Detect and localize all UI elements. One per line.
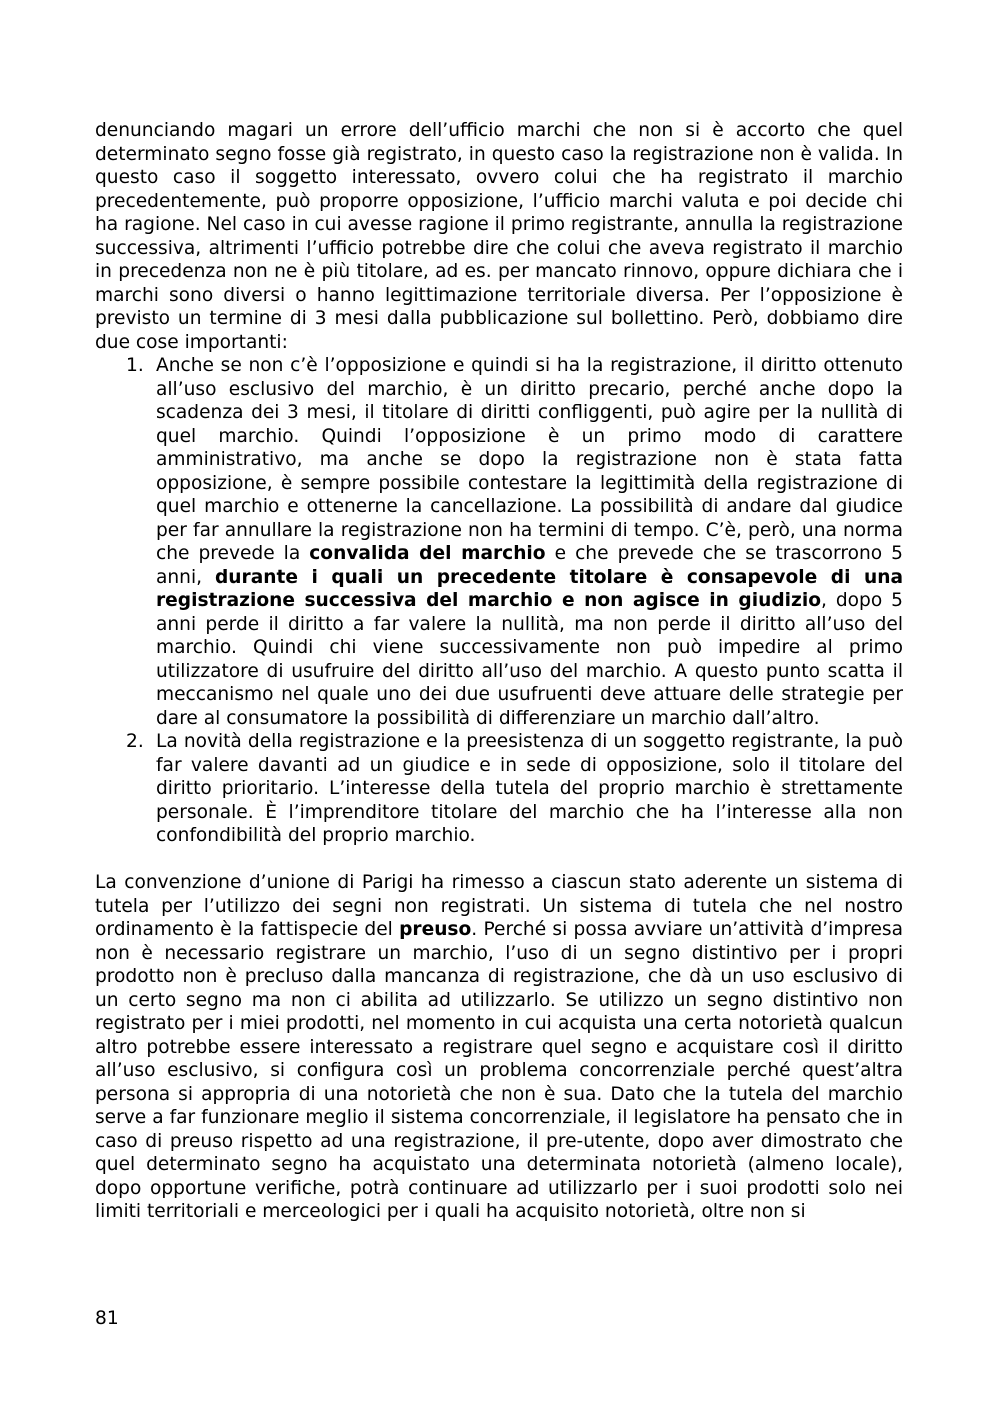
- list-item-text: Anche se non c’è l’opposizione e quindi si ha la registrazione, il diritto ottenuto all’uso esclusivo del marchio, è un diritto precario, perché anche dopo la scadenza dei 3 mesi, il titolare di diritti confliggenti, può agire per la nullità di quel marchio. Quindi l’opposizione è un primo modo di carattere amministrativo, ma anche se dopo la registrazione non è stata fatta opposizione, è sempre possibile contestare la legittimità della registrazione di quel marchio e ottenerne la cancellazione. La possibilità di andare dal giudice per far annullare la registrazione non ha termini di tempo. C’è, però, una norma che prevede la: [156, 355, 903, 564]
- list-item-text: La novità della registrazione e la preesistenza di un soggetto registrante, la può far valere davanti ad un giudice e in sede di opposizione, solo il titolare del diritto prioritario. L’interesse della tutela del proprio marchio è strettamente personale. È l’imprenditore titolare del marchio che ha l’interesse alla non confondibilità del proprio marchio.: [156, 731, 903, 846]
- page-number: 81: [95, 1308, 119, 1329]
- paragraph-text: . Perché si possa avviare un’attività d’impresa non è necessario registrare un marchio, l’uso di un segno distintivo per i propri prodotto non è precluso dalla mancanza di registrazione, che dà un uso esclusivo di un certo segno ma non ci abilita ad utilizzarlo. Se utilizzo un segno distintivo non registrato per i miei prodotti, nel momento in cui acquista una certa notorietà qualcun altro potrebbe essere interessato a registrare quel segno e acquistare così il diritto all’uso esclusivo, si configura così un problema concorrenziale perché quest’altra persona si appropria di una notorietà che non è sua. Dato che la tutela del marchio serve a far funzionare meglio il sistema concorrenziale, il legislatore ha pensato che in caso di preuso rispetto ad una registrazione, il pre-utente, dopo aver dimostrato che quel determinato segno ha acquistato una determinata notorietà (almeno locale), dopo opportune verifiche, potrà continuare ad utilizzarlo per i suoi prodotti solo nei limiti territoriali e merceologici per i quali ha acquisito notorietà, oltre non si: [95, 919, 904, 1222]
- list-item: [95, 354, 903, 730]
- page-body: [95, 119, 903, 1224]
- bold-term: preuso: [399, 919, 472, 940]
- paragraph-1: denunciando magari un errore dell’ufficio marchi che non si è accorto che quel determinato segno fosse già registrato, in questo caso la registrazione non è valida. In questo caso il soggetto interessato, ovvero colui che ha registrato il marchio precedentemente, può proporre opposizione, l’ufficio marchi valuta e poi decide chi ha ragione. Nel caso in cui avesse ragione il primo registrante, annulla la registrazione successiva, altrimenti l’ufficio potrebbe dire che colui che aveva registrato il marchio in precedenza non ne è più titolare, ad es. per mancato rinnovo, oppure dichiara che i marchi sono diversi o hanno legittimazione territoriale diversa. Per l’opposizione è previsto un termine di 3 mesi dalla pubblicazione sul bollettino. Però, dobbiamo dire due cose importanti:: [95, 120, 903, 353]
- list-item-number: 2.: [126, 731, 144, 752]
- paragraph-spacer: [95, 848, 903, 872]
- list-item: [95, 730, 903, 848]
- list-item-text: e che prevede che se trascorrono 5 anni,: [156, 543, 903, 588]
- bold-phrase: durante i quali un precedente titolare è consapevole di una registrazione successiva del marchio e non agisce in giudizio: [156, 566, 903, 611]
- list-item-text: , dopo 5 anni perde il diritto a far valere la nullità, ma non perde il diritto all’uso del marchio. Quindi chi viene successivamente non può impedire al primo utilizzatore di usufruire del diritto all’uso del marchio. A questo punto scatta il meccanismo nel quale uno dei due usufruenti deve attuare delle strategie per dare al consumatore la possibilità di differenziare un marchio dall’altro.: [156, 590, 904, 729]
- paragraph-2: [95, 871, 903, 1224]
- numbered-list: [95, 354, 903, 848]
- list-item-number: 1.: [126, 355, 144, 376]
- bold-term: convalida del marchio: [309, 543, 546, 564]
- paragraph-text: La convenzione d’unione di Parigi ha rimesso a ciascun stato aderente un sistema di tutela per l’utilizzo dei segni non registrati. Un sistema di tutela che nel nostro ordinamento è la fattispecie del: [95, 872, 903, 940]
